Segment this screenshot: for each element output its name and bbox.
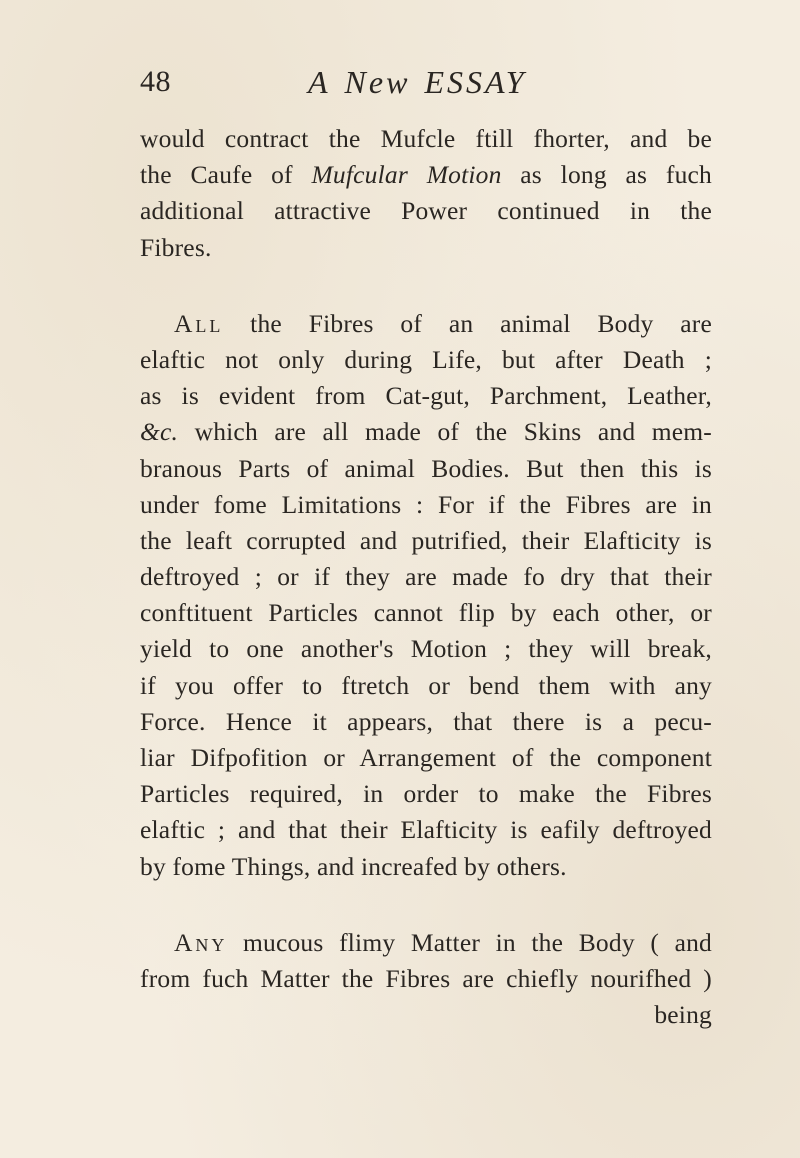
text-line: additional attractive Power continued in the — [140, 196, 712, 226]
page-number: 48 — [140, 65, 171, 98]
text-line: elaftic ; and that their Elafticity is eafily deftroyed — [140, 815, 712, 845]
text-segment: as long as fuch — [501, 160, 712, 190]
italic-phrase: &c. — [140, 417, 179, 447]
text-line: as is evident from Cat-gut, Parchment, Leather, — [140, 381, 712, 411]
text-line: by fome Things, and increafed by others. — [140, 851, 567, 881]
paragraph-3 — [140, 925, 712, 1034]
text-segment: which are all made of the Skins and mem- — [178, 417, 712, 447]
text-line: All the Fibres of an animal Body are — [174, 308, 712, 338]
paragraph-lead-word: All — [174, 308, 224, 338]
running-head — [308, 62, 527, 102]
running-head-word-2: New — [344, 64, 411, 100]
body-text — [140, 121, 712, 1033]
paragraph-lead-word: Any — [174, 927, 228, 957]
text-line: would contract the Mufcle ftill fhorter, and be — [140, 124, 712, 153]
catchword: being — [654, 1000, 712, 1030]
text-line — [140, 157, 712, 193]
text-line: Force. Hence it appears, that there is a pecu- — [140, 706, 712, 736]
text-line: Particles required, in order to make the Fibres — [140, 779, 712, 809]
text-line: Any mucous flimy Matter in the Body ( and — [174, 927, 712, 957]
paragraph-2 — [140, 306, 712, 885]
text-line: Fibres. — [140, 232, 212, 262]
text-line: if you offer to ftretch or bend them with any — [140, 670, 712, 700]
text-line: branous Parts of animal Bodies. But then this is — [140, 453, 712, 483]
text-segment: the Caufe of — [140, 160, 312, 190]
running-head-word-3: ESSAY — [424, 64, 527, 100]
text-line: deftroyed ; or if they are made fo dry that their — [140, 562, 712, 592]
text-line: yield to one another's Motion ; they will break, — [140, 634, 712, 664]
text-line: elaftic not only during Life, but after Death ; — [140, 344, 712, 374]
running-head-word-1: A — [308, 64, 331, 100]
paragraph-1 — [140, 121, 712, 266]
italic-phrase: Mufcular Motion — [311, 160, 502, 190]
text-line — [140, 414, 712, 450]
text-line: from fuch Matter the Fibres are chiefly nourifhed ) — [140, 963, 712, 993]
text-line: under fome Limitations : For if the Fibres are in — [140, 489, 712, 519]
text-line: liar Difpofition or Arrangement of the component — [140, 743, 712, 772]
text-line: the leaft corrupted and putrified, their Elafticity is — [140, 525, 712, 555]
page-header — [140, 62, 700, 102]
text-line: conftituent Particles cannot flip by each other, or — [140, 598, 712, 628]
